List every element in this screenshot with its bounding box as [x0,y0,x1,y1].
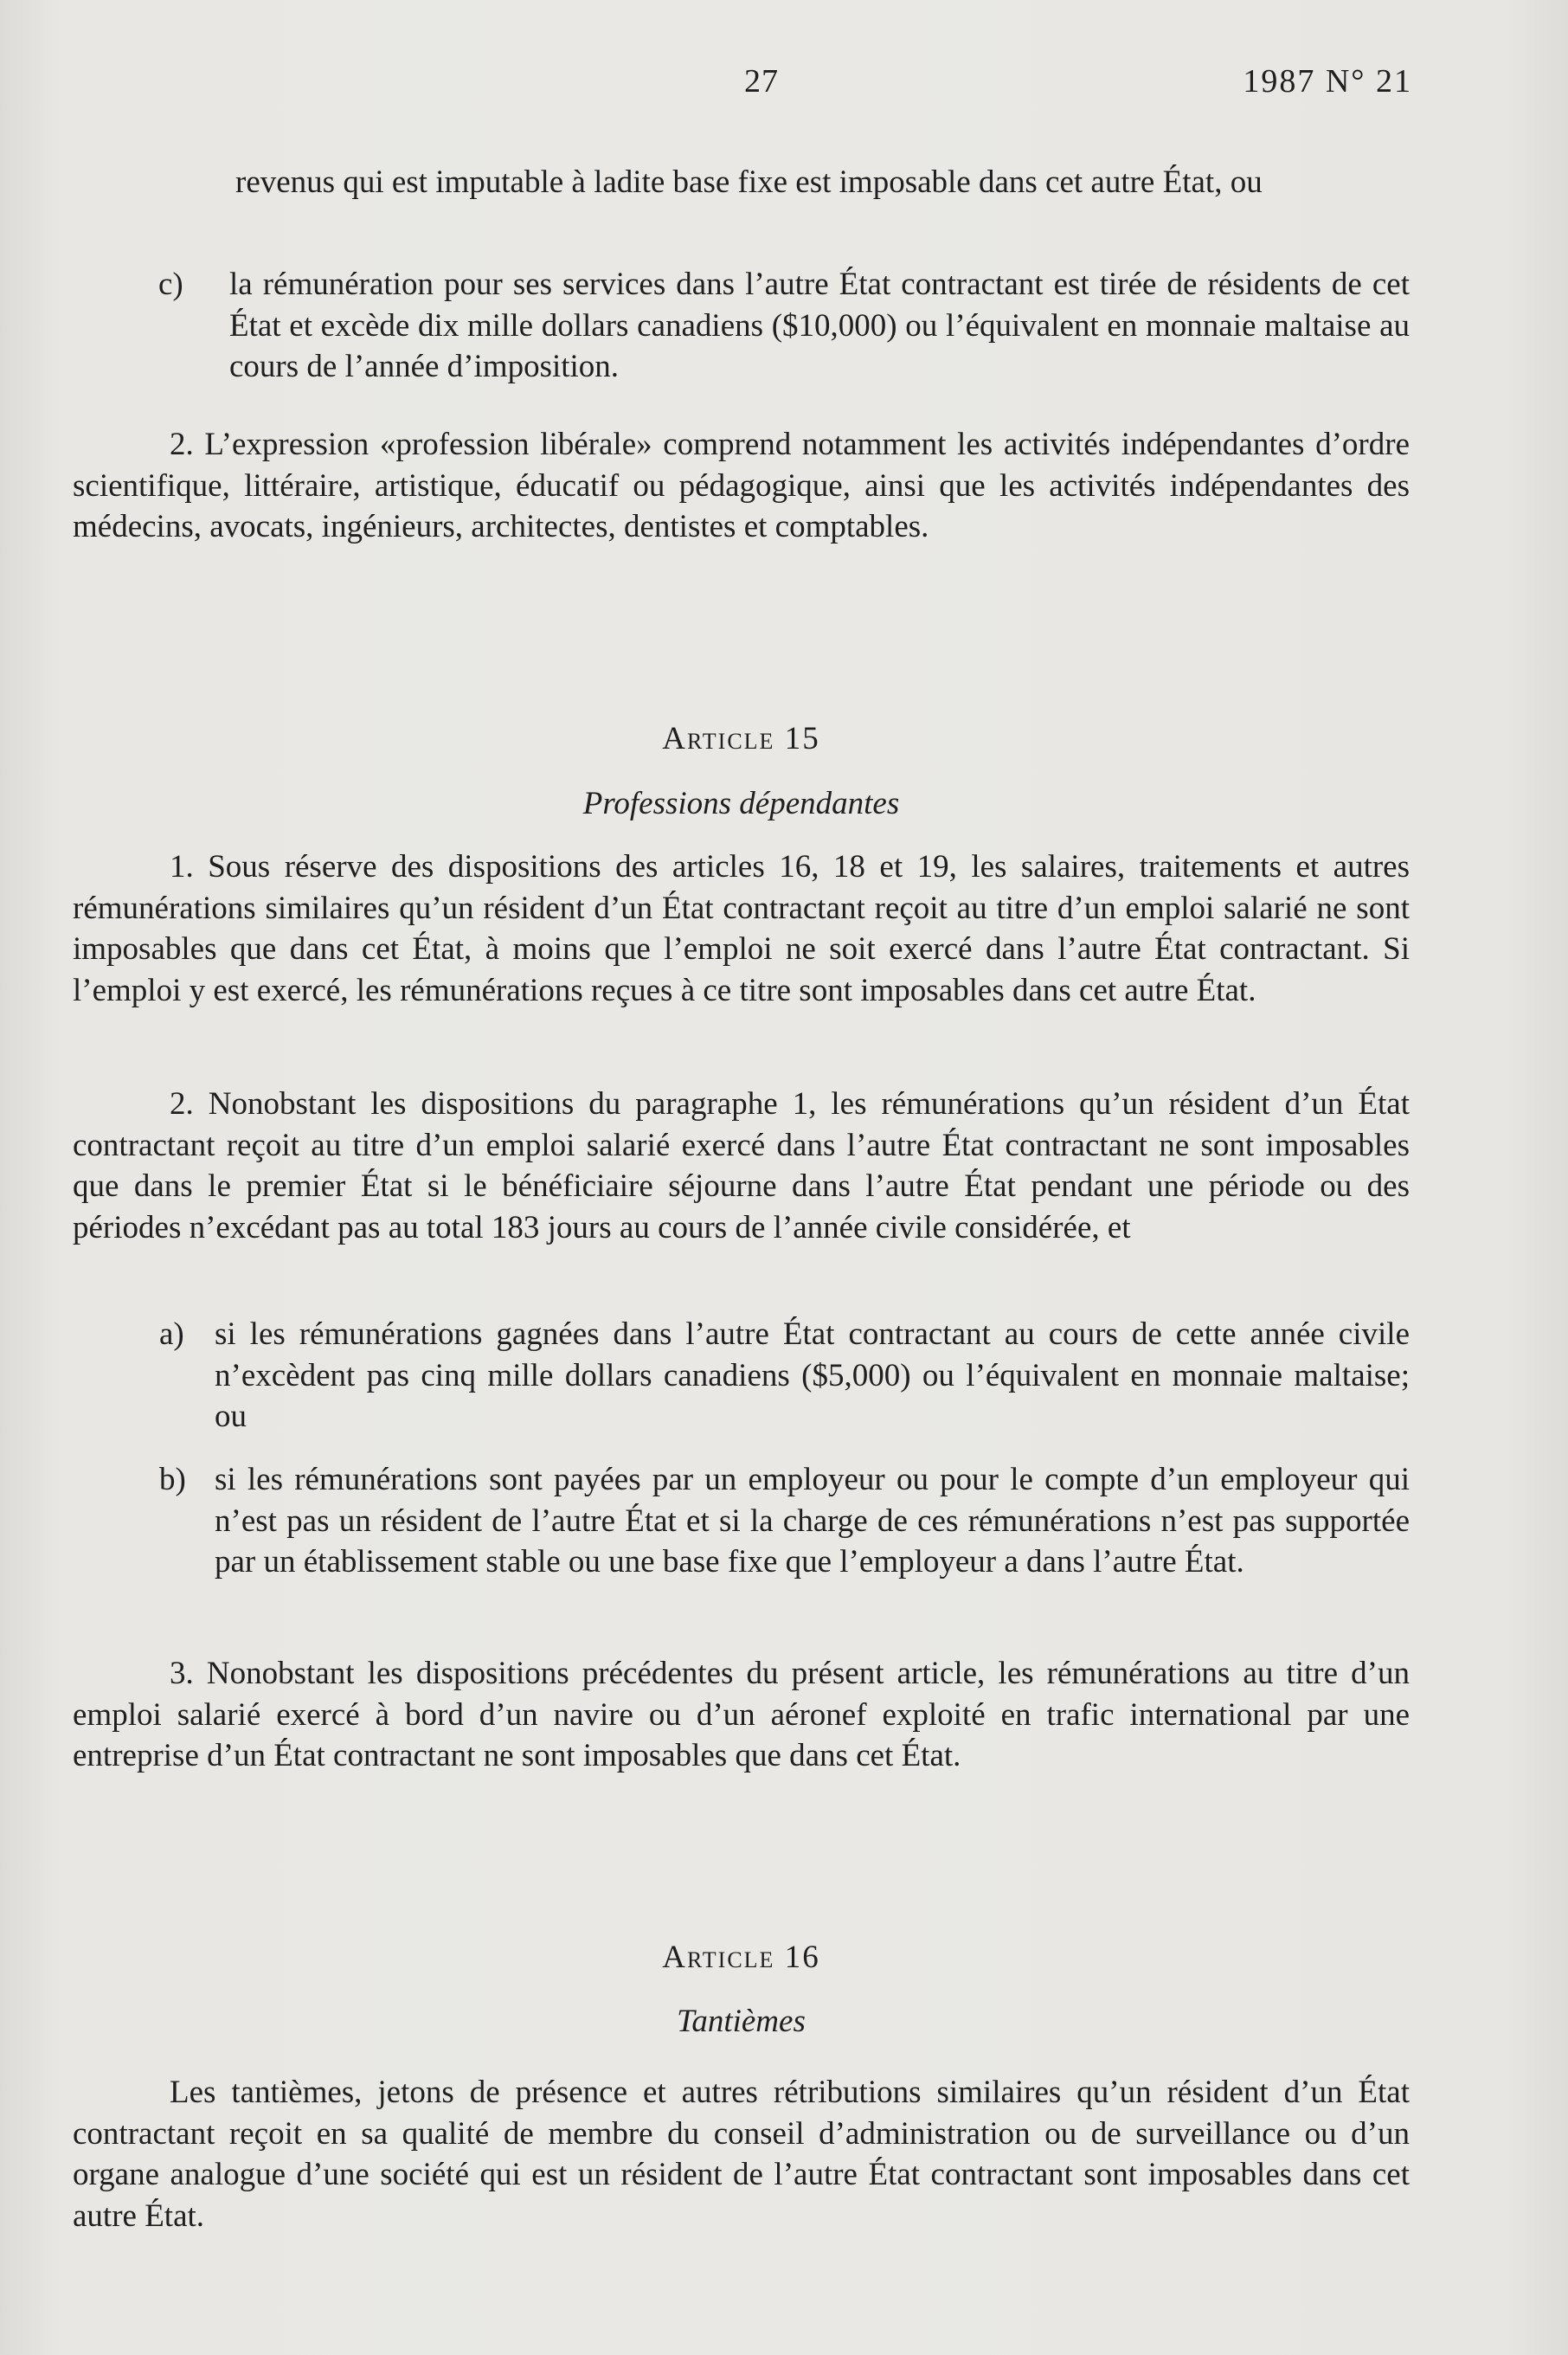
article-15-label: Article 15 [662,721,820,756]
item-letter: a) [159,1316,184,1352]
article-16-label: Article 16 [662,1940,820,1975]
page-number: 27 [744,63,779,100]
list-item-c [158,264,1410,388]
article-16-paragraph: Les tantièmes, jetons de présence et autres rétributions similaires qu’un résident d’un État contractant reçoit en sa qualité de membre du conseil d’administration ou de surveillance ou d’un organe analogue d’une société qui est un résident de l’autre État contractant sont imposables dans cet autre État. [73,2075,1410,2234]
item-letter: b) [159,1462,186,1497]
item-letter: c) [158,267,183,302]
continuation-paragraph: revenus qui est imputable à ladite base fixe est imposable dans cet autre État, ou [235,164,1263,200]
document-reference: 1987 N° 21 [1243,63,1412,100]
article-15-paragraph-3: 3. Nonobstant les dispositions précédentes du présent article, les rémunérations au titre d’un emploi salarié exercé à bord d’un navire ou d’un aéronef exploité en trafic international par une entreprise d’un État contractant ne sont imposables que dans cet État. [73,1656,1410,1773]
article-15-paragraph-1: 1. Sous réserve des dispositions des articles 16, 18 et 19, les salaires, traitements et autres rémunérations similaires qu’un résident d’un État contractant reçoit au titre d’un emploi salarié ne sont imposables que dans cet État, à moins que l’emploi ne soit exercé dans l’autre État contractant. Si l’emploi y est exercé, les rémunérations reçues à ce titre sont imposables dans cet autre État. [73,849,1410,1008]
item-text: si les rémunérations sont payées par un employeur ou pour le compte d’un employeur qui n’est pas un résident de l’autre État et si la charge de ces rémunérations n’est pas supportée par un établissement stable ou une base fixe que l’employeur a dans l’autre État. [215,1462,1410,1580]
article-15-title: Professions dépendantes [582,786,900,821]
item-text: la rémunération pour ses services dans l’autre État contractant est tirée de résidents de cet État et excède dix mille dollars canadiens ($10,000) ou l’équivalent en monnaie maltaise au cours de l’année d’imposition. [229,267,1410,384]
list-item-a [159,1314,1410,1438]
paragraph-2: 2. L’expression «profession libérale» comprend notamment les activités indépendantes d’ordre scientifique, littéraire, artistique, éducatif ou pédagogique, ainsi que les activités indépendantes des médecins, avocats, ingénieurs, architectes, dentistes et comptables. [73,427,1410,544]
item-text: si les rémunérations gagnées dans l’autre État contractant au cours de cette année civile n’excèdent pas cinq mille dollars canadiens ($5,000) ou l’équivalent en monnaie maltaise; ou [215,1316,1410,1434]
article-16-title: Tantièmes [677,2004,806,2039]
article-15-paragraph-2: 2. Nonobstant les dispositions du paragraphe 1, les rémunérations qu’un résident d’un État contractant reçoit au titre d’un emploi salarié exercé dans l’autre État contractant ne sont imposables que dans le premier État si le bénéficiaire séjourne dans l’autre État pendant une période ou des périodes n’excédant pas au total 183 jours au cours de l’année civile considérée, et [73,1086,1410,1245]
list-item-b [159,1459,1410,1583]
